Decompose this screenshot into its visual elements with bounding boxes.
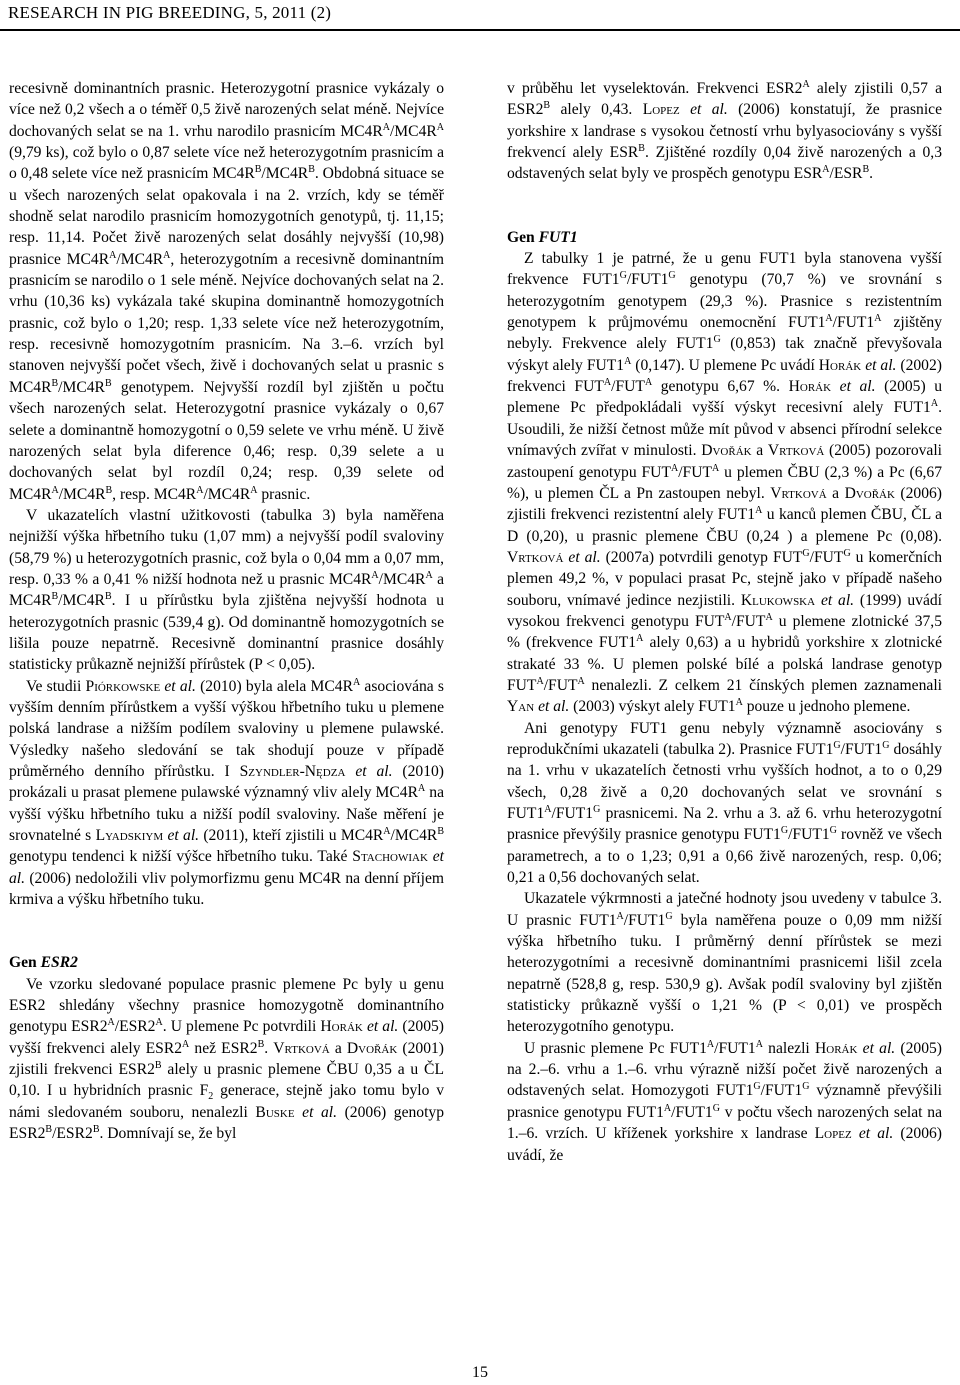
paragraph-fut1-frequency: Z tabulky 1 je patrné, že u genu FUT1 byla stanovena vyšší frekvence $FUT1^G/FUT1^G$ genotypu (70,7 %) ve srovnání s heterozygotním genotypem (29,3 %). Prasnice s rezistentním genotypem k průjmovému onemocnění $FUT1^A/FUT1^A$ zjištěny nebyly. Frekvence alely $FUT1^G$ (0,853) tak značně převyšovala výskyt alely $FUT1^A$ (0,147). U plemene Pc uvádí Horák et al. (2002) frekvenci $FUT^A/FUT^A$ genotypu 6,67 %. Horák et al. (2005) u plemene Pc předpokládali vyšší výskyt recesivní alely $FUT1^A$. Usoudili, že nižší četnost může mít původ v absenci přírodní selekce vnímavých zvířat v minulosti. Dvořák a Vrtková (2005) pozorovali zastoupení genotypu $FUT^A/FUT^A$ u plemen ČBU (2,3 %) a Pc (6,67 %), u plemen ČL a Pn zastoupen nebyl. Vrtková a Dvořák (2006) zjistili frekvenci rezistentní alely $FUT1^A$ u kanců plemen ČBU, ČL a D (0,20), u prasnic plemene ČBU (0,24 ) a plemene Pc (0,08). Vrtková et al. (2007a) potvrdili genotyp $FUT^G/FUT^G$ u komerčních plemen 49,2 %, v populaci prasat Pc, stejně jako v případě našeho souboru, vnímavé jedince nezjistili. Klukowska et al. (1999) uvádí vysokou frekvenci genotypu $FUT^A/FUT^A$ u plemene zlotnické 37,5 % (frekvence $FUT1^A$ alely 0,63) a u hybridů yorkshire x zlotnické strakaté 33 %. U plemen polské bílé a polská landrase genotyp $FUT^A/FUT^A$ nenalezli. Z celkem 21 čínských plemen zaznamenali Yan et al. (2003) výskyt alely $FUT1^A$ pouze u jednoho plemene.: [507, 250, 943, 716]
left-column: [9, 78, 444, 1145]
section-gap: [507, 185, 942, 227]
paragraph-mc4r-discussion: Ve studii Piórkowske et al. (2010) byla alela $MC4R^A$ asociována s vyšším denním přírůstkem a vyšší výškou hřbetního tuku u plemene polská landrase a nižším podílem svaloviny u plemene pulawské. Výsledky našeho sledování se tak shodují pouze v případě průměrného denního přírůstku. I Szyndler-Nędza et al. (2010) prokázali u prasat plemene pulawské významný vliv alely $MC4R^A$ na vyšší výšku hřbetního tuku a nižší podíl svaloviny. Naše měření je srovnatelné s Lyadskiym et al. (2011), kteří zjistili u $MC4R^A/MC4R^B$ genotypu tendenci k nižší výšce hřbetního tuku. Také Stachowiak et al. (2006) nedoložili vliv polymorfizmu genu MC4R na denní příjem krmiva a výšku hřbetního tuku.: [9, 676, 444, 909]
right-column: [507, 78, 942, 1166]
section-gap: [9, 910, 444, 952]
paragraph-fut1-literature: U prasnic plemene Pc $FUT1^A/FUT1^A$ nalezli Horák et al. (2005) na 2.–6. vrhu a 1.–6. vrhu výrazně nižší počet živě narozených a odstavených selat. Homozygoti $FUT1^G/FUT1^G$ významně převýšili prasnice genotypu $FUT1^A/FUT1^G$ v počtu všech narozených selat na 1.–6. vrzích. U kříženek yorkshire x landrase Lopez et al. (2006) uvádí, že: [507, 1038, 942, 1164]
page-number: 15: [472, 1364, 488, 1381]
running-header: RESEARCH IN PIG BREEDING, 5, 2011 (2): [8, 3, 332, 22]
heading-gen-esr2: Gen ESR2: [9, 954, 78, 972]
header-rule: [0, 29, 960, 31]
paragraph-fut1-reproduction: Ani genotypy FUT1 genu nebyly významně asociovány s reprodukčními ukazateli (tabulka 2). Prasnice $FUT1^G/FUT1^G$ dosáhly na 1. vrhu v ukazatelích četnosti vrhu vyšších hodnot, a to o 0,29 všech, 0,28 živě a 0,20 dochovaných selat ve srovnání s $FUT1^A/FUT1^G$ prasnicemi. Na 2. vrhu a 3. až 6. vrhu heterozygotní prasnice převýšily prasnice genotypu $FUT1^G/FUT1^G$ rovněž ve všech parametrech, a to o 1,23; 0,91 a 0,66 živě narozených, resp. 0,06; 0,21 a 0,56 dochovaných selat.: [507, 719, 942, 887]
paragraph-esr2: Ve vzorku sledované populace prasnic plemene Pc byly u genu ESR2 shledány všechny prasnice homozygotně dominantního genotypu $ESR2^A/ESR2^A$. U plemene Pc potvrdili Horák et al. (2005) vyšší frekvenci alely $ESR2^A$ než $ESR2^B$. Vrtková a Dvořák (2001) zjistili frekvenci $ESR2^B$ alely u prasnic plemene ČBU 0,35 a u ČL 0,10. I u hybridních prasnic $F_2$ generace, stejně jako tomu bylo v námi sledovaném souboru, nenalezli Buske et al. (2006) genotyp $ESR2^B/ESR2^B$. Domnívají se, že byl: [9, 975, 445, 1143]
paragraph-mc4r-performance: V ukazatelích vlastní užitkovosti (tabulka 3) byla naměřena nejnižší výška hřbetního tuku (1,07 mm) a nejvyšší podíl svaloviny (58,79 %) u heterozygotních prasnic, což byla o 0,04 mm a 0,07 mm, resp. 0,33 % a 0,41 % nižší hodnota než u prasnic $MC4R^A/MC4R^A$ a $MC4R^B/MC4R^B$. I u přírůstku byla zjištěna nejvyšší hodnota u heterozygotních prasnic (539,4 g). Od dominantně homozygotních se lišila pouze nepatrně. Recesivně dominantní prasnice dosáhly statisticky průkazně nejnižší přírůstek (P < 0,05).: [9, 506, 444, 674]
heading-gen-fut1: Gen FUT1: [507, 228, 578, 246]
paragraph-fut1-fattening: Ukazatele výkrmnosti a jatečné hodnoty jsou uvedeny v tabulce 3. U prasnic $FUT1^A/FUT1^G$ byla naměřena pouze o 0,09 mm nižší výška hřbetního tuku. I průměrný denní přírůstek se mezi heterozygotními a recesivně dominantními prasnicemi lišil zcela nepatrně (528,8 g, resp. 530,9 g). Avšak podíl svaloviny byl zjištěn statisticky průkazně vyšší o 1,21 % (P < 0,01) ve prospěch heterozygotního genotypu.: [507, 890, 942, 1036]
paragraph-mc4r-litter: recesivně dominantních prasnic. Heterozygotní prasnice vykázaly o více než 0,2 všech a o téměř 0,5 živě narozených selat méně. Nejvíce dochovaných selat se na 1. vrhu narodilo prasnicím $MC4R^A/MC4R^A$ (9,79 ks), což bylo o 0,87 selete více než heterozygotním prasnicím a o 0,48 selete více než prasnicím $MC4R^B/MC4R^B$. Obdobná situace se u všech narozených selat opakovala i na 2. vrzích, kdy se téměř shodně selat narodilo prasnicím homozygotních genotypů, tj. 11,15; resp. 11,14. Počet živě narozených selat dosáhly nejvyšší (10,98) prasnice $MC4R^A/MC4R^A$, heterozygotním a recesivně dominantním prasnicím se narodilo o 1 sele méně. Nejvíce dochovaných selat na 2. vrhu (10,36 ks) vykázala také skupina dominantně homozygotních prasnic, což bylo o 1,20; resp. 1,33 selete více než heterozygotním, resp. recesivně homozygotním prasnicím. Na 3.–6. vrzích byl stanoven nejvyšší počet všech, živě i dochovaných selat u prasnic s $MC4R^B/MC4R^B$ genotypem. Nejvyšší rozdíl byl zjištěn u počtu všech narozených selat. Heterozygotní prasnice vykázaly o 0,67 selete a dominantně homozygotní o 0,59 selete ve vrhu méně. U živě narozených selat byla diference 0,46; resp. 0,39 selete a u dochovaných selat byl rozdíl 0,24; resp. 0,39 selete od $MC4R^A/MC4R^B$, resp. $MC4R^A/MC4R^A$ prasnic.: [9, 80, 444, 503]
paragraph-esr2-continued: v průběhu let vyselektován. Frekvenci $ESR2^A$ alely zjistili 0,57 a $ESR2^B$ alely 0,43. Lopez et al. (2006) konstatují, že prasnice yorkshire x landrase s vysokou četností vrhu bylyasociovány s vyšší frekvencí alely $ESR^B$. Zjištěné rozdíly 0,04 živě narozených a 0,3 odstavených selat byly ve prospěch genotypu $ESR^A/ESR^B$.: [507, 78, 943, 183]
